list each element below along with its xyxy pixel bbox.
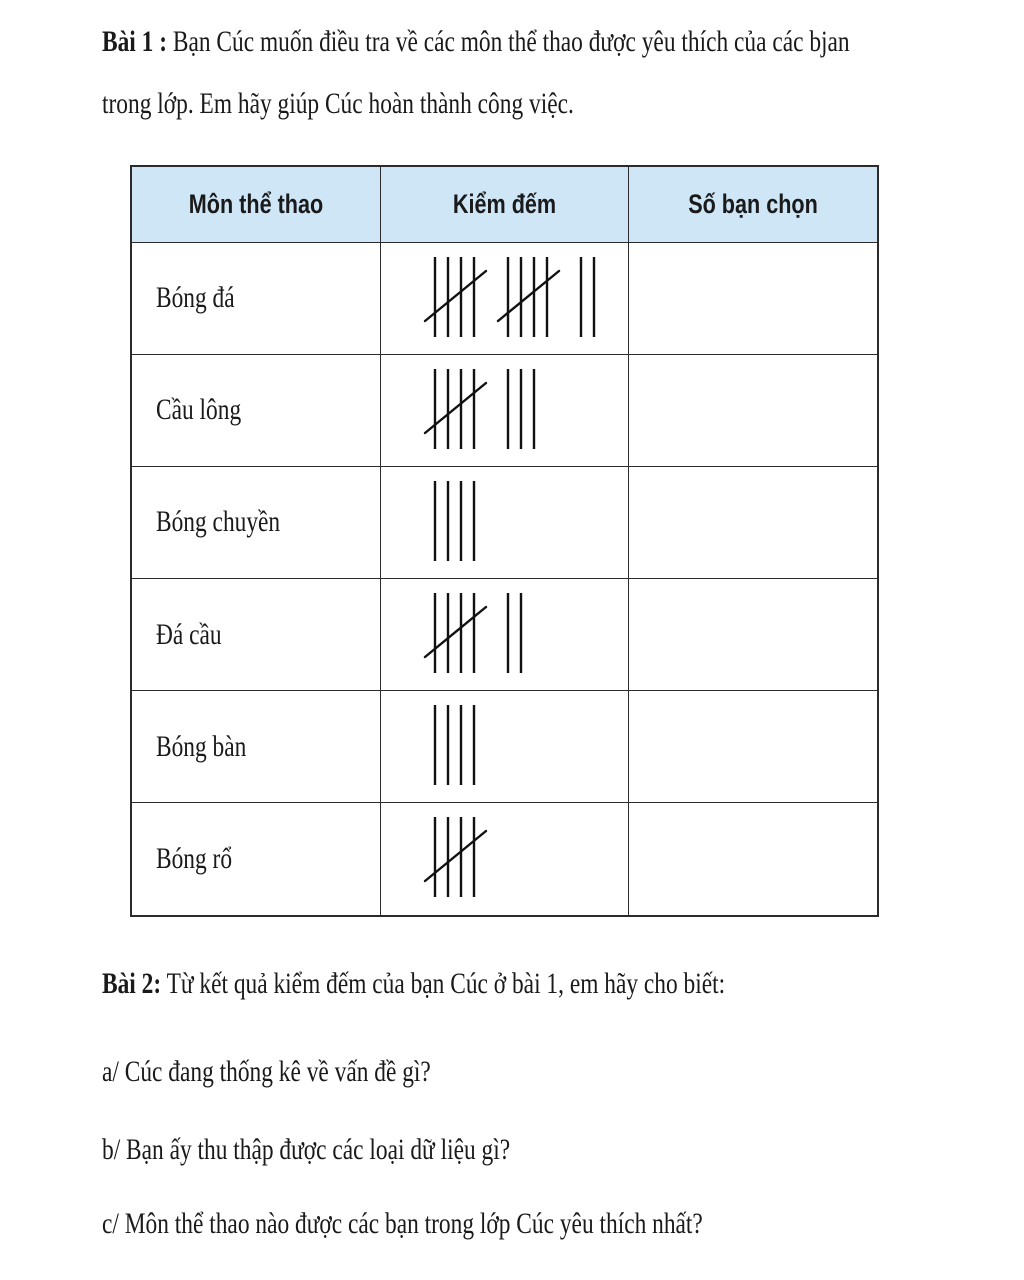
tally-marks: [380, 354, 628, 466]
question-b: b/ Bạn ấy thu thập được các loại dữ liệu gì?: [102, 1133, 511, 1166]
table-row: [132, 578, 877, 690]
tally-svg: [427, 589, 687, 681]
header-count: Số bạn chọn: [629, 167, 877, 242]
header-sport: Môn thể thao: [132, 167, 380, 242]
sport-name: Đá cầu: [132, 578, 380, 690]
bai1-text-line2: trong lớp. Em hãy giúp Cúc hoàn thành công việc.: [102, 87, 574, 120]
tally-marks: [380, 691, 628, 803]
tally-marks: [380, 578, 628, 690]
question-c: c/ Môn thể thao nào được các bạn trong lớp Cúc yêu thích nhất?: [102, 1207, 703, 1240]
table-row: [132, 466, 877, 578]
table-row: [132, 803, 877, 915]
table-row: [132, 691, 877, 803]
bai1-label: Bài 1 :: [102, 25, 168, 58]
table-row: [132, 242, 877, 354]
tally-marks: [380, 803, 628, 915]
sport-name: Bóng chuyền: [132, 466, 380, 578]
tally-marks: [380, 466, 628, 578]
tally-svg: [427, 253, 687, 345]
bai2-line: [102, 966, 726, 1002]
tally-svg: [427, 477, 687, 569]
sport-name: Bóng rổ: [132, 803, 380, 915]
header-tally: Kiểm đếm: [380, 167, 628, 242]
bai2-label: Bài 2:: [102, 967, 162, 1000]
bai1-text-line1: Bạn Cúc muốn điều tra về các môn thể thao được yêu thích của các bjan: [167, 25, 850, 58]
table-header-row: [132, 167, 877, 242]
tally-svg: [427, 813, 687, 905]
bai1-line1: [102, 24, 850, 60]
tally-marks: [380, 242, 628, 354]
tally-svg: [427, 365, 687, 457]
sport-name: Bóng bàn: [132, 691, 380, 803]
question-a: a/ Cúc đang thống kê về vấn đề gì?: [102, 1055, 431, 1088]
table-row: [132, 354, 877, 466]
sport-name: Cầu lông: [132, 354, 380, 466]
sport-name: Bóng đá: [132, 242, 380, 354]
tally-svg: [427, 701, 687, 793]
bai2-text: Từ kết quả kiểm đếm của bạn Cúc ở bài 1, em hãy cho biết:: [161, 967, 726, 1000]
tally-table: [130, 165, 879, 917]
